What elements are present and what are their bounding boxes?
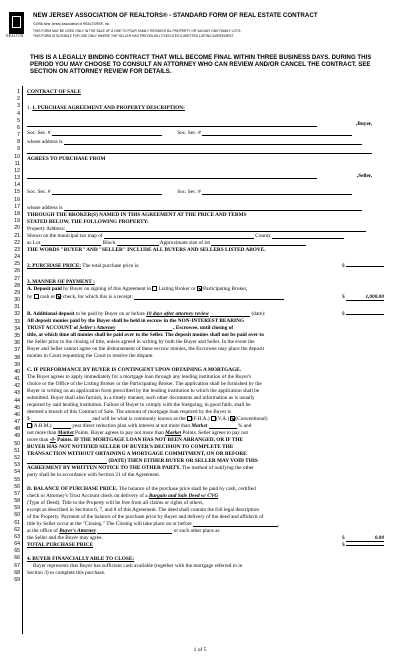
line-number: 28 [14, 282, 20, 289]
closing-place-value[interactable]: Buyer's Attorney [59, 528, 97, 534]
buyer-address-row-2 [27, 148, 372, 154]
line-number: 41 [14, 376, 20, 383]
buyer-financially-able-heading: 4. BUYER FINANCIALLY ABLE TO CLOSE: [27, 556, 135, 562]
form-header [0, 0, 400, 85]
line-number: 15 [14, 189, 20, 196]
participating-broker-checkbox[interactable] [197, 286, 202, 291]
financial-line-67: Buyer represents that Buyer has sufficient cash available (together with the mortgage referred to in [33, 563, 243, 569]
buyer-name-field[interactable] [27, 121, 317, 127]
closing-date-row: title by Seller occur at the "Closing." The Closing will take place on or before , [27, 521, 280, 527]
line-number: 38 [14, 354, 20, 361]
line-number: 18 [14, 211, 20, 217]
line-number: 60 [14, 512, 20, 519]
line-number: 61 [14, 519, 20, 526]
line-number: 26 [14, 268, 20, 275]
mortgage-line-54: party shall be in accordance with Section 21 of the Agreement. [27, 472, 161, 478]
buyer-points-value[interactable]: Market [165, 430, 182, 436]
loan-term-field[interactable] [53, 423, 71, 429]
line-number: 3 [17, 103, 20, 110]
mortgage-line-50: BUYER HAS NOT NOTIFIED SELLER OF BUYER'S DECISION TO COMPLETE THE [27, 444, 234, 450]
deposit-amount: $ 1,000.00 [342, 294, 384, 300]
seller-address-label: whose address is [27, 205, 63, 211]
line-number: 4 [17, 110, 20, 117]
line-number: 64 [14, 541, 20, 548]
buyer-ssn-field-2[interactable] [202, 130, 352, 136]
through-brokers-line-2: STATED BELOW, THE FOLLOWING PROPERTY: [27, 219, 149, 225]
tax-map-row [27, 233, 372, 239]
section-1-title: 1. PURCHASE AGREEMENT AND PROPERTY DESCRIPTION: [32, 105, 185, 111]
seller-name-row [27, 173, 372, 179]
line-number: 58 [14, 498, 20, 505]
additional-deposit-field[interactable] [346, 314, 384, 315]
form-note-1: THIS FORM MAY BE USED ONLY IN THE SALE OF A ONE TO FOUR FAMILY RESIDENTIAL PROPERTY OR VACANT ONE FAMILY LOTS. [33, 29, 242, 33]
block-label: Block [102, 240, 116, 246]
closing-date-field[interactable] [193, 521, 278, 527]
conventional-checkbox[interactable] [230, 416, 235, 421]
receipt-field[interactable] [134, 294, 284, 300]
max-points-value[interactable]: Market [57, 430, 74, 436]
legal-warning: THIS IS A LEGALLY BINDING CONTRACT THAT WILL BECOME FINAL WITHIN THREE BUSINESS DAYS. DURING THIS PERIOD YOU MAY CHOOSE TO CONSULT AN ATTORNEY WHO CAN REVIEW AND/OR CANCEL THE CONTRACT. SEE SECTION ON ATTORNEY REVIEW FOR DETAILS. [30, 54, 372, 75]
seller-ssn-field-2[interactable] [202, 189, 352, 195]
line-number: 68 [14, 569, 20, 576]
county-field[interactable] [272, 233, 344, 239]
line-number: 53 [14, 462, 20, 469]
buyer-seller-definition: THE WORDS "BUYER" AND "SELLER" INCLUDE ALL BUYERS AND SELLERS LISTED ABOVE. [27, 247, 266, 253]
mortgage-type-row: $ and will be what is commonly known as the (F.H.A.) (V.A.) (Conventional) [27, 416, 268, 422]
realtor-logo-text: REALTOR [6, 34, 24, 38]
additional-deposit-date[interactable]: 10 days after attorney review [146, 311, 209, 317]
form-note-2: THIS FORM IS SUITABLE FOR USE ONLY WHERE THE SELLER HAS PREVIOUSLY EXECUTED A WRITTEN LISTING AGREEMENT. [33, 34, 234, 38]
purchase-price-label: The total purchase price is: [82, 263, 140, 269]
deposit-amount-field[interactable]: 1,000.00 [346, 294, 384, 301]
line-number: 34 [14, 325, 20, 332]
line-number: 1 [17, 89, 20, 95]
line-number: 40 [14, 368, 20, 375]
buyer-address-row [27, 139, 372, 145]
line-number: 6 [17, 124, 20, 131]
line-number: 5 [17, 117, 20, 124]
line-number: 33 [14, 318, 20, 325]
purchase-price-title: 2. PURCHASE PRICE: [27, 263, 82, 269]
line-number: 65 [14, 548, 20, 555]
closing-place-row: at the office of Buyer's Attorney or such other place as [27, 528, 220, 534]
seller-ssn-field-1[interactable] [52, 189, 162, 195]
lot-size-label: Approximate size of lot [159, 240, 210, 246]
additional-deposit-label: B. Additional deposit [27, 311, 75, 317]
arm-row: (A.R.M.) year direct reduction plan with interest at not more than Market % and [27, 423, 372, 429]
check-checkbox[interactable] [56, 294, 61, 299]
financial-line-68: Section 3) to complete this purchase. [27, 570, 106, 576]
mortgage-line-40: The Buyer agrees to apply immediately for a mortgage loan through any lending institution of the Buyer's [27, 374, 252, 380]
line-number: 66 [14, 555, 20, 562]
line-number: 8 [17, 139, 20, 146]
balance-line-60: of the Property. Payment of the balance of the purchase price by Buyer and delivery of the deed and affidavit of [27, 514, 264, 520]
interest-rate-value[interactable]: Market [191, 423, 208, 429]
line-number: 21 [14, 232, 20, 239]
lot-block-row [27, 240, 372, 246]
line-number: 20 [14, 225, 20, 232]
balance-line-63: the Seller and the Buyer may agree. [27, 535, 103, 541]
block-field[interactable] [117, 240, 159, 246]
line-number: 25 [14, 261, 20, 268]
line-number: 54 [14, 469, 20, 476]
lot-label: as Lot [27, 240, 41, 246]
line-number: 63 [14, 533, 20, 540]
seller-address-row [27, 205, 372, 211]
line-number: 17 [14, 203, 20, 210]
line-number: 46 [14, 411, 20, 418]
line-number: 43 [14, 390, 20, 397]
line-number: 11 [14, 160, 20, 167]
mortgage-line-41: choice or the Office of the Listing Broker or the Participating Broker. The application shall be furnished by the [27, 381, 262, 387]
municipality-field[interactable] [104, 233, 254, 239]
seller-address-field[interactable] [64, 205, 362, 211]
escrow-line-5: Buyer and Seller cannot agree on the disbursement of these escrow monies, the Escrowee may place the deposit [27, 346, 265, 352]
property-address-row [27, 226, 372, 232]
line-number: 44 [14, 397, 20, 404]
total-purchase-price-field[interactable] [346, 545, 384, 546]
property-address-label: Property Address: [27, 226, 66, 232]
deed-row: check or Attorney's Trust Account check on delivery of a Bargain and Sale Deed w/ CVG [27, 493, 219, 499]
contract-of-sale-heading: CONTRACT OF SALE [27, 89, 81, 95]
line-number: 10 [14, 153, 20, 160]
escrow-line-4: the Seller prior to the closing of title, unless agreed in writing by both the Buyer and Seller. In the event the [27, 339, 255, 345]
additional-deposit-row: B. Additional deposit to be paid by Buyer on or before 10 days after attorney review (date): [27, 311, 266, 317]
balance-amount: $ 0.00 [342, 535, 384, 541]
line-number: 47 [14, 419, 20, 426]
line-number: 22 [14, 239, 20, 246]
line-number: 59 [14, 505, 20, 512]
line-number: 31 [14, 304, 20, 311]
total-purchase-price-amount: $ [342, 542, 384, 548]
line-number: 12 [14, 167, 20, 174]
buyer-ssn-row [27, 130, 372, 136]
copyright: ©1996 New Jersey Association of REALTORS®, Inc. [33, 22, 111, 26]
line-number: 24 [14, 254, 20, 261]
arm-checkbox[interactable] [27, 423, 32, 428]
lot-size-field[interactable] [211, 240, 306, 246]
line-number: 39 [14, 361, 20, 368]
line-number: 29 [14, 289, 20, 296]
line-number: 13 [14, 175, 20, 182]
mortgage-line-45: deemed a breach of this Contract of Sale. The amount of mortgage loan required by the Buyer is [27, 409, 232, 415]
deed-type-value[interactable]: Bargain and Sale Deed w/ CVG [148, 493, 219, 499]
line-number: 55 [14, 476, 20, 483]
mortgage-deadline-field[interactable] [27, 458, 107, 464]
mortgage-line-43: submitted. Buyer shall also furnish, in a timely manner, such other documents and information as is usually [27, 395, 255, 401]
line-number: 48 [14, 426, 20, 433]
cash-checkbox[interactable] [34, 294, 39, 299]
escrow-line-1: All deposit monies paid by the Buyer shall be held in escrow in the NON-INTEREST BEARING [27, 318, 245, 324]
escrow-line-2: TRUST ACCOUNT of Seller's Attorney , Escrowee, until closing of [27, 325, 234, 331]
line-number: 35 [14, 333, 20, 339]
seller-ssn-row [27, 189, 372, 195]
buyer-address-field[interactable] [64, 139, 362, 145]
line-number: 27 [14, 275, 20, 282]
property-address-field[interactable] [66, 226, 366, 232]
line-number: 67 [14, 562, 20, 569]
mortgage-line-42: Buyer in writing on an application form prescribed by the lending institution to which the application shall be [27, 388, 260, 394]
escrow-holder[interactable]: Seller's Attorney [79, 325, 116, 331]
seller-label: ,Seller, [356, 173, 372, 179]
line-number: 51 [14, 447, 20, 454]
line-number: 69 [14, 577, 20, 583]
section-1-heading: 1. 1. PURCHASE AGREEMENT AND PROPERTY DESCRIPTION: [27, 105, 185, 111]
line-number: 30 [14, 297, 20, 304]
seller-points-value[interactable]: -0- [49, 437, 56, 443]
line-number: 36 [14, 340, 20, 347]
buyer-ssn-label-2: Soc. Sec. # [177, 130, 201, 136]
line-number: 2 [17, 96, 20, 103]
line-number: 7 [17, 132, 20, 139]
purchase-price-row [27, 263, 372, 269]
buyer-ssn-field-1[interactable] [52, 130, 162, 136]
mortgage-line-53: AGREEMENT BY WRITTEN NOTICE TO THE OTHER PARTY. The method of notifying the other [27, 465, 254, 471]
mortgage-amount-field[interactable] [31, 416, 91, 422]
line-number: 50 [14, 440, 20, 447]
line-number: 57 [14, 490, 20, 497]
purchase-price-amount: $ [342, 263, 384, 269]
line-number: 9 [17, 146, 20, 153]
escrow-line-3: title, at which time all monies shall be paid over to the Seller. The deposit monies shall not be paid over to [27, 332, 264, 338]
buyer-address-label: whose address is [27, 139, 63, 145]
line-number: 42 [14, 383, 20, 390]
buyer-address-field-2[interactable] [27, 148, 372, 154]
line-number: 16 [14, 196, 20, 203]
page-number: 1 of 5 [193, 647, 207, 653]
tax-map-label: Shown on the municipal tax map of [27, 233, 103, 239]
line-number: 23 [14, 246, 20, 253]
balance-line-59: except as described in Sections 6, 7, and 8 of this Agreement. The deed shall contain the full legal description [27, 507, 260, 513]
points-row: not more than Market Points. Buyer agrees to pay not more than Market Points. Seller agrees to pay not [27, 430, 249, 436]
manner-of-payment-heading: 3. MANNER OF PAYMENT : [27, 279, 95, 285]
mortgage-line-51: TRANSACTION WITHOUT OBTAINING A MORTGAGE COMMITMENT, ON OR BEFORE [27, 451, 247, 457]
seller-name-field[interactable] [27, 173, 317, 179]
through-brokers-line-1: THROUGH THE BROKER(S) NAMED IN THIS AGREEMENT AT THE PRICE AND TERMS [27, 212, 247, 218]
line-number-divider [22, 86, 23, 634]
seller-points-row: more than -0- Points. IF THE MORTGAGE LOAN HAS NOT BEEN ARRANGED, OR IF THE [27, 437, 244, 443]
line-number: 52 [14, 455, 20, 461]
total-purchase-price-label: TOTAL PURCHASE PRICE [27, 542, 94, 548]
mortgage-date-row: (DATE) THEN EITHER BUYER OR SELLER MAY VOID THIS [27, 458, 372, 464]
line-number: 19 [14, 218, 20, 225]
escrow-line-6: monies in Court requesting the Court to resolve the dispute. [27, 353, 154, 359]
payment-method-row: by cash or check, for which this is a receipt: [27, 294, 372, 300]
line-number: 62 [14, 526, 20, 533]
realtor-logo [9, 12, 24, 34]
seller-ssn-label-2: Soc. Sec. # [177, 189, 201, 195]
additional-deposit-amount: $ [342, 311, 384, 317]
agrees-to-purchase: AGREES TO PURCHASE FROM [27, 156, 106, 162]
county-label: County [255, 233, 271, 239]
line-number: 32 [14, 311, 20, 318]
deposit-paid-label: A. Deposit paid [27, 286, 62, 292]
buyer-name-row [27, 121, 372, 127]
balance-heading-row: D. BALANCE OF PURCHASE PRICE. The balance of the purchase price shall be paid by cash, certified [27, 486, 256, 492]
balance-amount-field[interactable]: 0.00 [346, 535, 384, 542]
line-number: 56 [14, 483, 20, 490]
line-number: 45 [14, 404, 20, 411]
buyer-ssn-label-1: Soc. Sec. # [27, 130, 51, 136]
balance-line-58: (Type of Deed). Title to the Property will be free from all claims or rights of others, [27, 500, 204, 506]
purchase-price-field[interactable] [346, 266, 384, 267]
line-number: 37 [14, 347, 20, 354]
deposit-paid-row: A. Deposit paid by Buyer on signing of this Agreement to Listing Broker or Participating Broker, [27, 286, 248, 292]
va-checkbox[interactable] [211, 416, 216, 421]
lot-field[interactable] [41, 240, 101, 246]
fha-checkbox[interactable] [187, 416, 192, 421]
listing-broker-checkbox[interactable] [152, 286, 157, 291]
buyer-label: ,Buyer, [356, 121, 372, 127]
line-number: 49 [14, 433, 20, 440]
mortgage-line-44: required by said lending institution. Failure of Buyer to comply with the foregoing, in good faith, shall be [27, 402, 251, 408]
form-title: NEW JERSEY ASSOCIATION OF REALTORS® - STANDARD FORM OF REAL ESTATE CONTRACT [33, 12, 318, 19]
line-number: 14 [14, 182, 20, 189]
mortgage-contingency-heading: C. IF PERFORMANCE BY BUYER IS CONTINGENT UPON OBTAINING A MORTGAGE. [27, 367, 242, 373]
seller-ssn-label-1: Soc. Sec. # [27, 189, 51, 195]
